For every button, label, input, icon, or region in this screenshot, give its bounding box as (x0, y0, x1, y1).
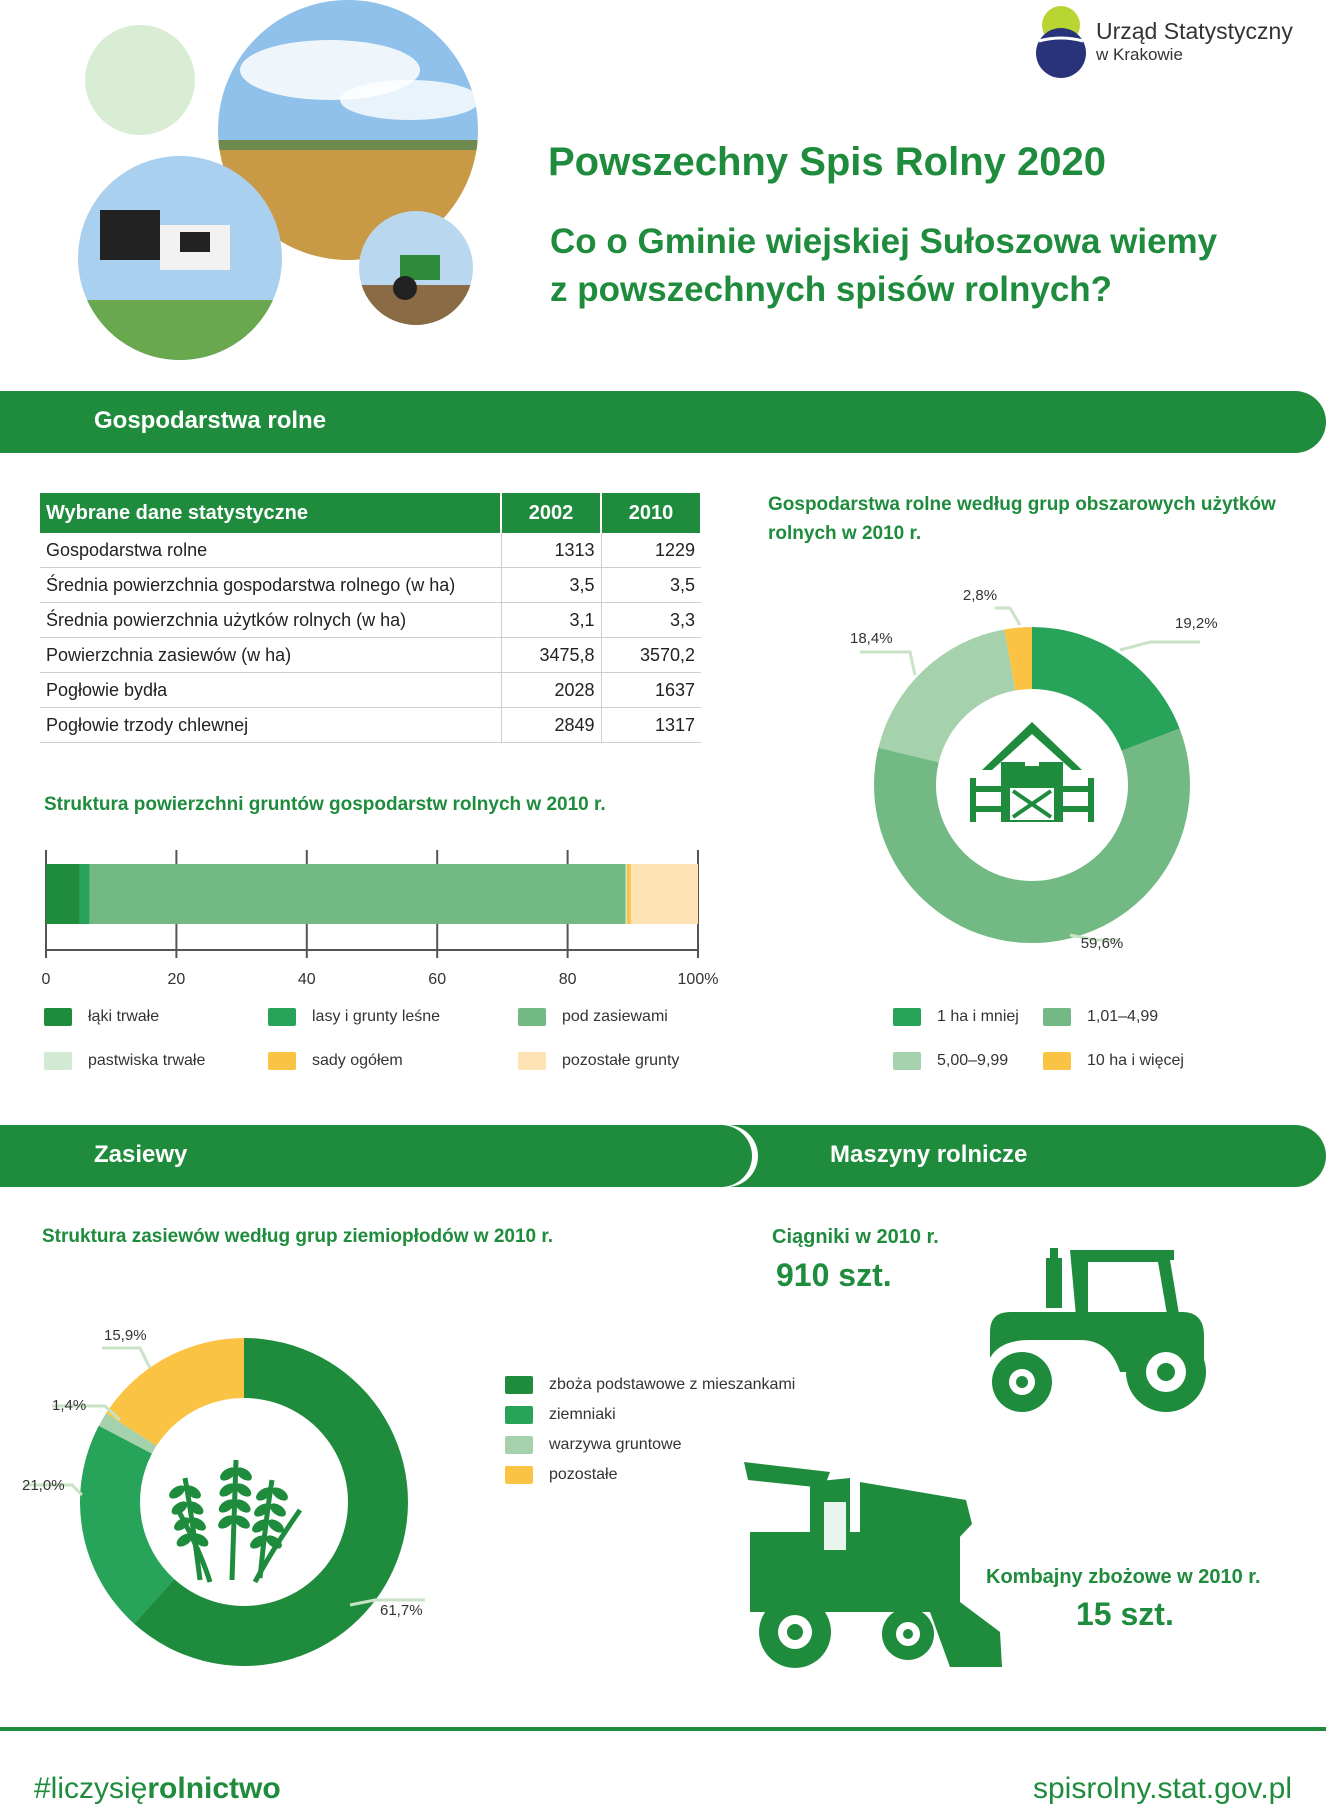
leader-line (1120, 642, 1200, 650)
crops-chart-title: Struktura zasiewów według grup ziemiopłodów w 2010 r. (42, 1226, 553, 1247)
bar-segment (80, 864, 90, 924)
barn-window (1025, 754, 1039, 766)
logo-line1: Urząd Statystyczny (1096, 18, 1293, 44)
table-row (40, 673, 701, 708)
section-bar-crops (0, 1125, 752, 1187)
row-label: Gospodarstwa rolne (40, 533, 501, 568)
legend-label: 10 ha i więcej (1087, 1052, 1184, 1069)
fence-post (1088, 778, 1094, 822)
slice-value-label: 21,0% (22, 1477, 65, 1494)
land-structure-chart (30, 838, 750, 988)
legend-label: 1,01–4,99 (1087, 1008, 1159, 1025)
legend-label: pod zasiewami (562, 1008, 668, 1025)
farm-size-donut-chart (820, 580, 1218, 980)
slice-value-label: 61,7% (380, 1602, 423, 1619)
table-header: 2010 (601, 493, 701, 533)
legend-label: zboża podstawowe z mieszankami (549, 1376, 796, 1393)
row-value-2002: 2028 (501, 673, 601, 708)
legend-swatch (268, 1052, 296, 1070)
x-tick-label: 100% (677, 971, 719, 988)
legend-swatch (44, 1008, 72, 1026)
table-row (40, 638, 701, 673)
table-row (40, 533, 701, 568)
section-bar-machines (700, 1125, 1326, 1187)
subtitle-line2: z powszechnych spisów rolnych? (550, 270, 1113, 309)
legend-swatch (1043, 1052, 1071, 1070)
legend-label: lasy i grunty leśne (312, 1008, 441, 1025)
subtitle-line1: Co o Gminie wiejskiej Sułoszowa wiemy (550, 222, 1218, 261)
row-value-2010: 3,3 (601, 603, 701, 638)
hashtag-bold: rolnictwo (147, 1772, 281, 1805)
bar-segment (631, 864, 698, 924)
slice-value-label: 1,4% (52, 1397, 87, 1414)
page-subtitle (550, 218, 1250, 314)
table-row (40, 603, 701, 638)
row-value-2010: 1637 (601, 673, 701, 708)
x-tick-label: 60 (428, 971, 447, 988)
table-header: 2002 (501, 493, 601, 533)
leader-line (995, 608, 1020, 625)
slice-value-label: 15,9% (104, 1327, 147, 1344)
legend-swatch (893, 1008, 921, 1026)
slice-value-label: 18,4% (850, 630, 893, 647)
row-value-2002: 3475,8 (501, 638, 601, 673)
row-label: Powierzchnia zasiewów (w ha) (40, 638, 501, 673)
logo-line2: w Krakowie (1096, 45, 1183, 64)
x-tick-label: 40 (297, 971, 316, 988)
row-label: Pogłowie bydła (40, 673, 501, 708)
x-tick-label: 0 (41, 971, 51, 988)
legend-swatch (505, 1466, 533, 1484)
row-label: Pogłowie trzody chlewnej (40, 708, 501, 743)
combine-harvester-icon (740, 1462, 1010, 1672)
hashtag-prefix: #liczysię (34, 1772, 148, 1805)
row-label: Średnia powierzchnia użytków rolnych (w ha) (40, 603, 501, 638)
row-value-2002: 2849 (501, 708, 601, 743)
legend-label: pastwiska trwałe (88, 1052, 206, 1069)
combines-label: Kombajny zbożowe w 2010 r. (986, 1566, 1261, 1588)
table-header-row (40, 493, 701, 533)
combines-value: 15 szt. (1076, 1596, 1174, 1632)
legend-swatch (44, 1052, 72, 1070)
page-title: Powszechny Spis Rolny 2020 (548, 140, 1106, 184)
legend-label: pozostałe (549, 1466, 618, 1483)
row-value-2010: 1229 (601, 533, 701, 568)
footer-hashtag (34, 1772, 281, 1806)
bar-segment (90, 864, 626, 924)
legend-label: pozostałe grunty (562, 1052, 680, 1069)
legend-label: ziemniaki (549, 1406, 616, 1423)
legend-swatch (505, 1406, 533, 1424)
legend-swatch (505, 1436, 533, 1454)
footer-divider (0, 1727, 1326, 1731)
footer-url[interactable]: spisrolny.stat.gov.pl (1033, 1772, 1292, 1805)
legend-swatch (505, 1376, 533, 1394)
slice-value-label: 2,8% (962, 587, 998, 604)
table-row (40, 568, 701, 603)
row-label: Średnia powierzchnia gospodarstwa rolnego (w ha) (40, 568, 501, 603)
section-bar-farms (0, 391, 1326, 453)
header-photo-collage (30, 0, 480, 360)
leader-line (860, 652, 915, 675)
crops-donut-chart (10, 1310, 480, 1680)
farm-size-chart-title: Gospodarstwa rolne według grup obszarowych użytków rolnych w 2010 r. (768, 494, 1276, 544)
table-row (40, 708, 701, 743)
section-title-crops: Zasiewy (94, 1141, 188, 1168)
stats-table (40, 493, 702, 743)
x-tick-label: 20 (167, 971, 186, 988)
bar-segment (626, 864, 627, 924)
legend-swatch (268, 1008, 296, 1026)
legend-label: 5,00–9,99 (937, 1052, 1009, 1069)
table-header: Wybrane dane statystyczne (40, 493, 501, 533)
bar-segment (46, 864, 80, 924)
slice-value-label: 59,6% (1080, 935, 1124, 952)
legend-label: sady ogółem (312, 1052, 403, 1069)
donut-slice (1032, 627, 1180, 751)
fence-post (970, 778, 976, 822)
row-value-2002: 1313 (501, 533, 601, 568)
row-value-2010: 3570,2 (601, 638, 701, 673)
row-value-2010: 3,5 (601, 568, 701, 603)
leader-line (102, 1348, 150, 1368)
x-tick-label: 80 (558, 971, 577, 988)
legend-label: warzywa gruntowe (549, 1436, 682, 1453)
office-logo-icon (1033, 5, 1089, 81)
legend-label: łąki trwałe (88, 1008, 160, 1025)
tractors-label: Ciągniki w 2010 r. (772, 1226, 939, 1248)
row-value-2010: 1317 (601, 708, 701, 743)
bar-segment (627, 864, 631, 924)
tractors-value: 910 szt. (776, 1257, 892, 1293)
row-value-2002: 3,5 (501, 568, 601, 603)
land-structure-chart-title: Struktura powierzchni gruntów gospodarstw rolnych w 2010 r. (44, 794, 606, 815)
legend-swatch (893, 1052, 921, 1070)
row-value-2002: 3,1 (501, 603, 601, 638)
section-title-farms: Gospodarstwa rolne (94, 407, 327, 434)
tractor-icon (970, 1240, 1230, 1415)
section-title-machines: Maszyny rolnicze (830, 1141, 1028, 1168)
donut-slice (80, 1426, 174, 1624)
slice-value-label: 19,2% (1175, 615, 1218, 632)
wheat-icon (167, 1460, 300, 1582)
legend-swatch (1043, 1008, 1071, 1026)
donut-slice (878, 629, 1015, 762)
legend-swatch (518, 1052, 546, 1070)
legend-label: 1 ha i mniej (937, 1008, 1019, 1025)
legend-swatch (518, 1008, 546, 1026)
